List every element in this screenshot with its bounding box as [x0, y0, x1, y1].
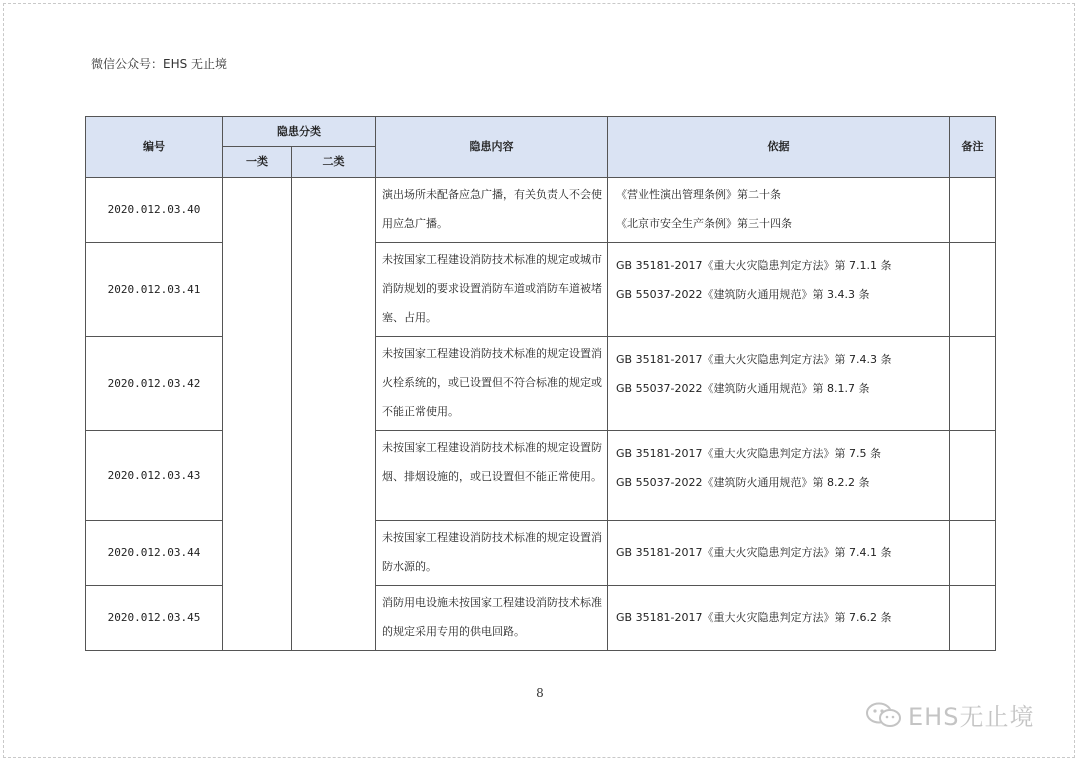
row-content: 未按国家工程建设消防技术标准的规定设置防烟、排烟设施的，或已设置但不能正常使用。 — [376, 431, 608, 521]
watermark-text: EHS无止境 — [908, 703, 1035, 731]
table-row — [86, 586, 996, 651]
hazard-table — [85, 116, 996, 651]
page-number: 8 — [536, 686, 544, 700]
table-row — [86, 243, 996, 337]
basis-line: GB 35181-2017《重大火灾隐患判定方法》第 7.5 条 — [616, 447, 882, 460]
category-1-cell — [223, 178, 292, 651]
row-code: 2020.012.03.45 — [86, 586, 223, 651]
header-content: 隐患内容 — [376, 117, 608, 178]
row-basis — [608, 243, 950, 337]
table-row — [86, 521, 996, 586]
row-content: 消防用电设施未按国家工程建设消防技术标准的规定采用专用的供电回路。 — [376, 586, 608, 651]
row-basis — [608, 521, 950, 586]
basis-line: GB 35181-2017《重大火灾隐患判定方法》第 7.6.2 条 — [616, 610, 892, 624]
header-category: 隐患分类 — [223, 117, 376, 147]
header-code: 编号 — [86, 117, 223, 178]
basis-line: 《营业性演出管理条例》第二十条 — [616, 188, 781, 201]
basis-line: GB 55037-2022《建筑防火通用规范》第 8.1.7 条 — [616, 382, 870, 395]
basis-line: GB 35181-2017《重大火灾隐患判定方法》第 7.1.1 条 — [616, 259, 892, 272]
row-remark — [950, 243, 996, 337]
watermark — [864, 697, 1034, 732]
row-code: 2020.012.03.43 — [86, 431, 223, 521]
row-remark — [950, 521, 996, 586]
row-content: 演出场所未配备应急广播，有关负责人不会使用应急广播。 — [376, 178, 608, 243]
row-remark — [950, 178, 996, 243]
wechat-icon — [864, 700, 904, 730]
basis-line: GB 55037-2022《建筑防火通用规范》第 3.4.3 条 — [616, 288, 870, 301]
row-code: 2020.012.03.44 — [86, 521, 223, 586]
row-remark — [950, 431, 996, 521]
row-code: 2020.012.03.40 — [86, 178, 223, 243]
row-basis — [608, 337, 950, 431]
row-code: 2020.012.03.42 — [86, 337, 223, 431]
row-content: 未按国家工程建设消防技术标准的规定设置消火栓系统的，或已设置但不符合标准的规定或不能正常使用。 — [376, 337, 608, 431]
row-basis — [608, 431, 950, 521]
basis-line: GB 55037-2022《建筑防火通用规范》第 8.2.2 条 — [616, 476, 870, 489]
row-remark — [950, 586, 996, 651]
row-basis — [608, 586, 950, 651]
table-row — [86, 431, 996, 521]
row-content: 未按国家工程建设消防技术标准的规定设置消防水源的。 — [376, 521, 608, 586]
header-category-2: 二类 — [292, 147, 376, 178]
table-row — [86, 178, 996, 243]
basis-line: GB 35181-2017《重大火灾隐患判定方法》第 7.4.1 条 — [616, 545, 892, 559]
table-row — [86, 337, 996, 431]
header-note: 微信公众号：EHS 无止境 — [91, 57, 228, 71]
row-code: 2020.012.03.41 — [86, 243, 223, 337]
category-2-cell — [292, 178, 376, 651]
header-basis: 依据 — [608, 117, 950, 178]
row-remark — [950, 337, 996, 431]
row-basis — [608, 178, 950, 243]
basis-line: 《北京市安全生产条例》第三十四条 — [616, 217, 792, 230]
header-remark: 备注 — [950, 117, 996, 178]
row-content: 未按国家工程建设消防技术标准的规定或城市消防规划的要求设置消防车道或消防车道被堵塞、占用。 — [376, 243, 608, 337]
header-category-1: 一类 — [223, 147, 292, 178]
basis-line: GB 35181-2017《重大火灾隐患判定方法》第 7.4.3 条 — [616, 353, 892, 366]
